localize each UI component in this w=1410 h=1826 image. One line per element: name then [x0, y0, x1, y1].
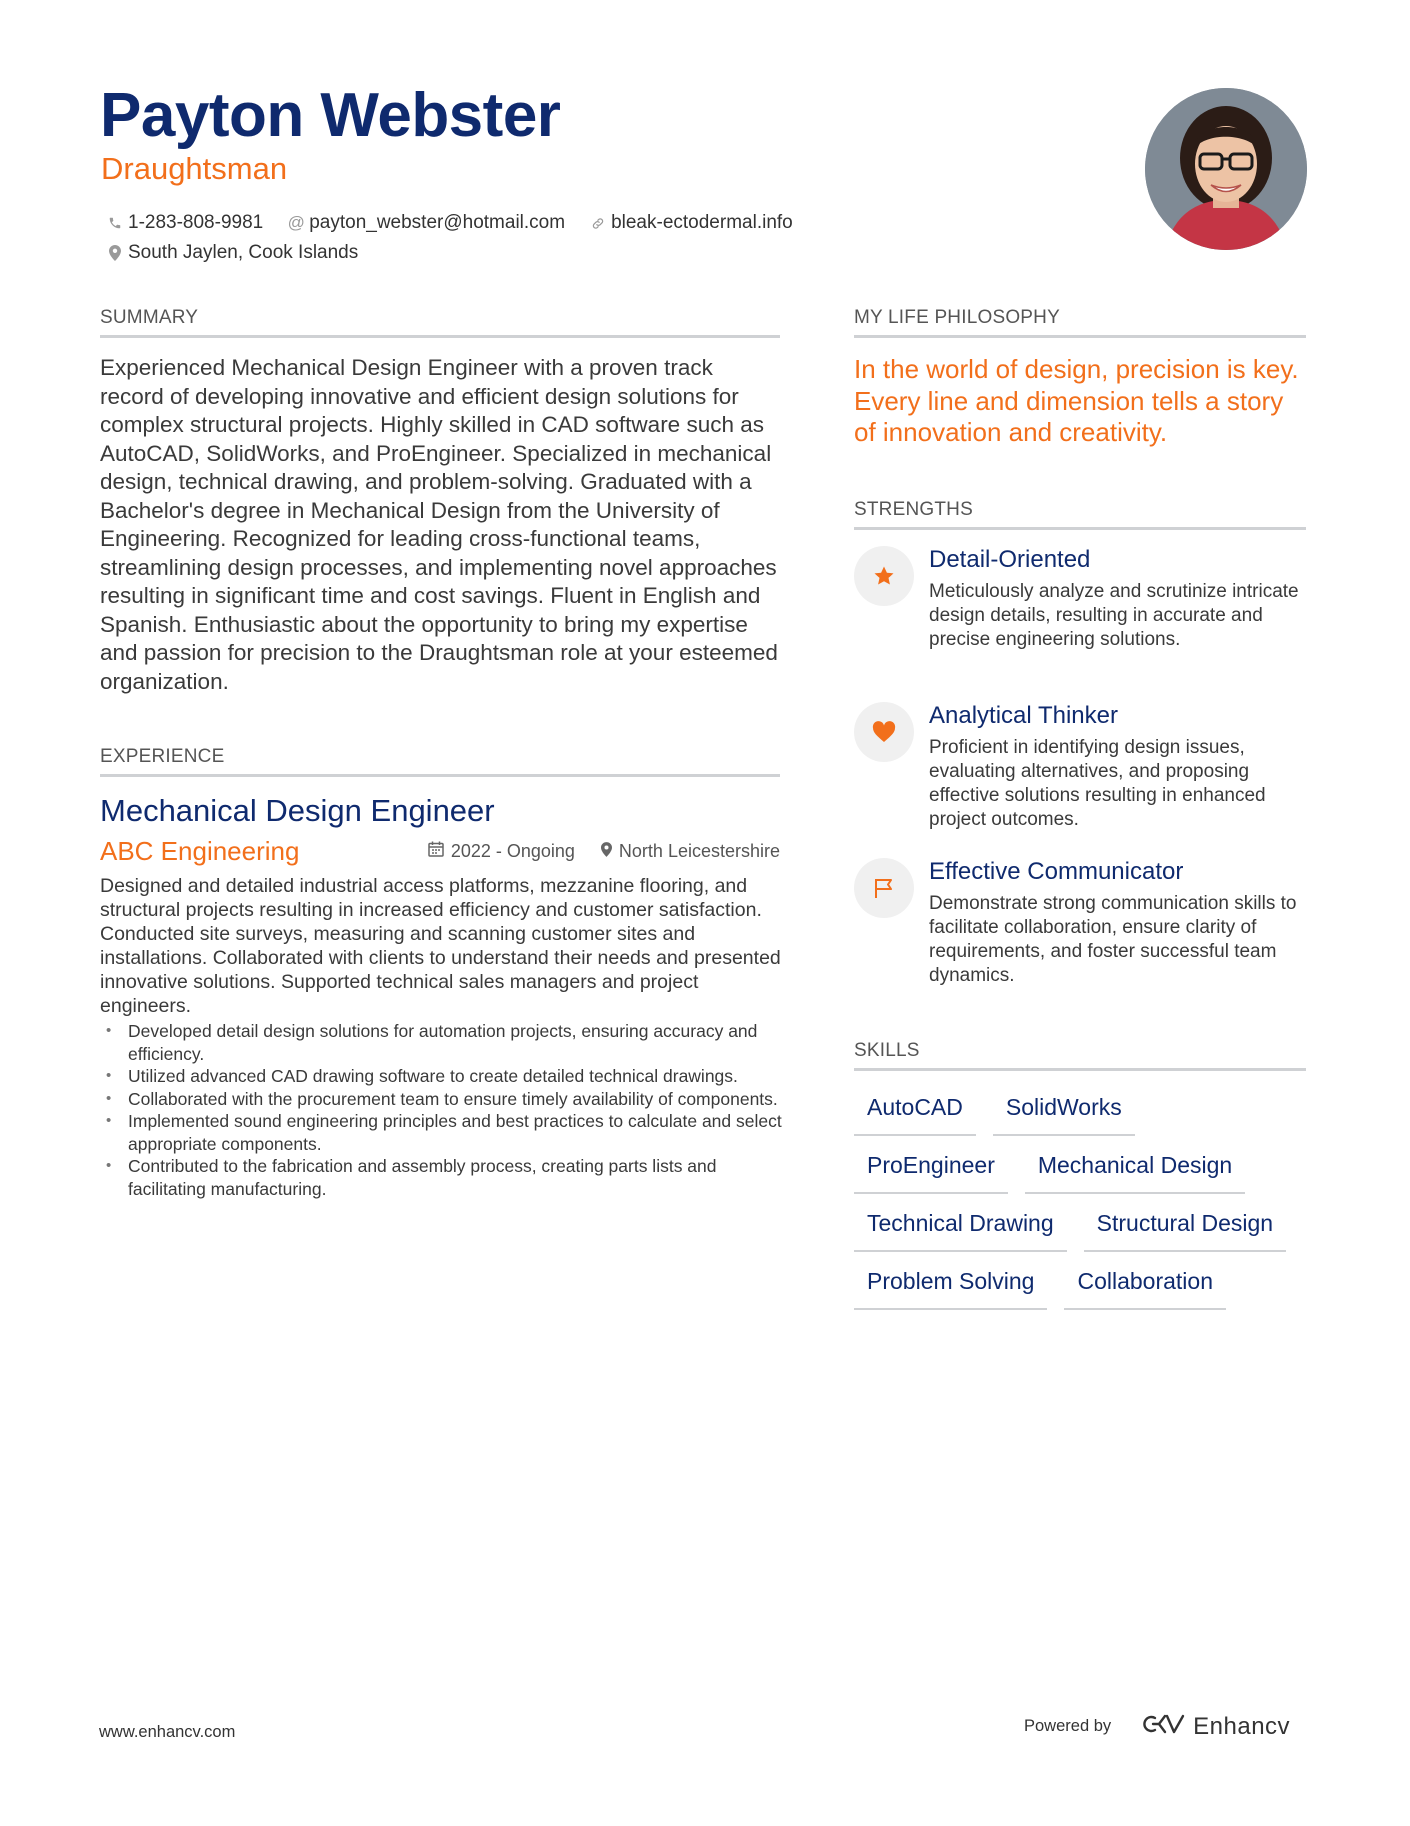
contact-info	[108, 208, 928, 268]
at-icon: @	[287, 213, 305, 232]
location-contact	[108, 242, 358, 264]
skill-tag: Technical Drawing	[854, 1206, 1067, 1252]
flag-icon	[854, 858, 914, 918]
job-title: Mechanical Design Engineer	[100, 793, 495, 828]
phone-icon	[108, 216, 122, 230]
phone-text: 1-283-808-9981	[128, 212, 264, 233]
email-contact[interactable]	[289, 212, 565, 234]
skill-tag: Collaboration	[1064, 1264, 1226, 1310]
skill-tag: AutoCAD	[854, 1090, 976, 1136]
strength-description: Meticulously analyze and scrutinize intricate design details, resulting in accurate and precise engineering solutions.	[929, 581, 1299, 650]
profile-photo	[1145, 88, 1307, 250]
strength-title: Effective Communicator	[929, 858, 1184, 885]
strength-title: Detail-Oriented	[929, 546, 1091, 573]
list-item: • Contributed to the fabrication and assembly process, creating parts lists and facilitating manufacturing.	[100, 1155, 782, 1200]
powered-by-label: Powered by	[1024, 1717, 1112, 1735]
job-bullets	[100, 1020, 782, 1200]
candidate-name: Payton Webster	[100, 81, 561, 150]
calendar-icon	[428, 841, 444, 862]
phone-contact[interactable]	[108, 212, 263, 234]
list-item: • Implemented sound engineering principles and best practices to calculate and select appropriate components.	[100, 1110, 782, 1155]
skill-tag: Structural Design	[1084, 1206, 1286, 1252]
brand-name: Enhancv	[1193, 1712, 1291, 1740]
website-text: bleak-ectodermal.info	[611, 212, 793, 233]
philosophy-heading: MY LIFE PHILOSOPHY	[854, 307, 1306, 338]
skill-tag: ProEngineer	[854, 1148, 1008, 1194]
footer-branding	[1024, 1712, 1290, 1741]
job-dates-text: 2022 - Ongoing	[450, 841, 575, 861]
skills-heading: SKILLS	[854, 1040, 1306, 1071]
job-dates	[428, 841, 575, 862]
location-text: South Jaylen, Cook Islands	[128, 242, 359, 263]
job-description: Designed and detailed industrial access platforms, mezzanine flooring, and structural projects resulting in increased efficiency and customer satisfaction. Conducted site surveys, measuring and scanning customer sites and installations. Collaborated with clients to understand their needs and presented innovative solutions. Supported technical sales managers and project engineers.	[100, 875, 781, 1017]
link-icon	[591, 216, 605, 231]
job-location-text: North Leicestershire	[618, 841, 780, 861]
strength-description: Demonstrate strong communication skills to facilitate collaboration, ensure clarity of requirements, and foster successful team dynamics.	[929, 893, 1297, 986]
website-contact[interactable]	[591, 212, 793, 234]
company-name: ABC Engineering	[100, 836, 300, 866]
location-pin-icon	[601, 842, 612, 862]
enhancv-logo[interactable]	[1139, 1712, 1290, 1741]
skill-tag: Mechanical Design	[1025, 1148, 1245, 1194]
strength-description: Proficient in identifying design issues, evaluating alternatives, and proposing effective solutions resulting in enhanced project outcomes.	[929, 737, 1266, 830]
strengths-heading: STRENGTHS	[854, 499, 1306, 530]
strength-title: Analytical Thinker	[929, 702, 1118, 729]
summary-heading: SUMMARY	[100, 307, 780, 338]
philosophy-quote: In the world of design, precision is key. Every line and dimension tells a story of innovation and creativity.	[854, 354, 1299, 447]
list-item: • Utilized advanced CAD drawing software to create detailed technical drawings.	[100, 1065, 782, 1088]
star-icon	[854, 546, 914, 606]
skill-tag: SolidWorks	[993, 1090, 1135, 1136]
candidate-role: Draughtsman	[101, 151, 288, 186]
summary-text: Experienced Mechanical Design Engineer with a proven track record of developing innovative and efficient design solutions for complex structural projects. Highly skilled in CAD software such as AutoCAD, SolidWorks, and ProEngineer. Specialized in mechanical design, technical drawing, and problem-solving. Graduated with a Bachelor's degree in Mechanical Design from the University of Engineering. Recognized for leading cross-functional teams, streamlining design processes, and implementing novel approaches resulting in significant time and cost savings. Fluent in English and Spanish. Enthusiastic about the opportunity to bring my expertise and passion for precision to the Draughtsman role at your esteemed organization.	[100, 355, 778, 694]
experience-heading: EXPERIENCE	[100, 746, 780, 777]
list-item: • Collaborated with the procurement team to ensure timely availability of components.	[100, 1088, 782, 1111]
skills-list	[854, 1090, 1310, 1322]
job-location	[601, 841, 780, 862]
enhancv-logo-icon	[1139, 1712, 1185, 1741]
job-meta	[400, 841, 780, 862]
heart-icon	[854, 702, 914, 762]
email-text: payton_webster@hotmail.com	[309, 212, 566, 233]
footer-website[interactable]: www.enhancv.com	[99, 1723, 236, 1741]
location-pin-icon	[108, 245, 122, 261]
list-item: • Developed detail design solutions for automation projects, ensuring accuracy and efficiency.	[100, 1020, 782, 1065]
skill-tag: Problem Solving	[854, 1264, 1047, 1310]
